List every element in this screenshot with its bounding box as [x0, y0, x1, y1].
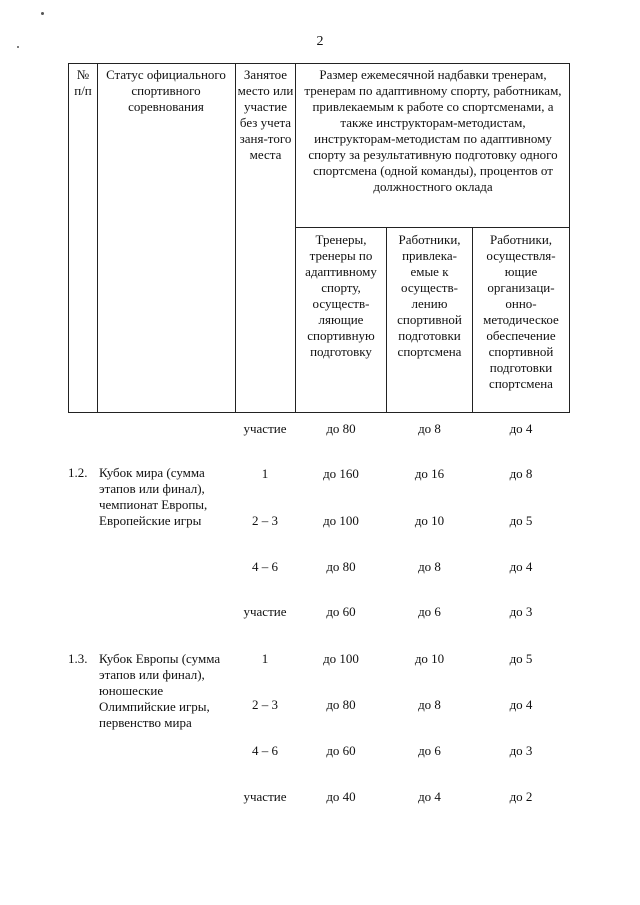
section-title: Кубок Европы (сумма этапов или финал), юношеские Олимпийские игры, первенство мира — [99, 651, 221, 730]
scan-speck — [41, 12, 44, 15]
col-divider-5 — [472, 227, 473, 413]
col-divider-1 — [97, 63, 98, 413]
value-workers: до 10 — [414, 513, 445, 528]
value-method-workers: до 4 — [509, 697, 533, 712]
place-cell: участие — [243, 421, 287, 436]
value-method-workers: до 3 — [509, 743, 533, 758]
header-col-place: Занятое место или участие без учета заня-того места — [237, 67, 294, 162]
value-trainers: до 40 — [326, 789, 356, 804]
value-method-workers: до 5 — [509, 513, 533, 528]
table-border-left — [68, 63, 69, 413]
value-trainers: до 60 — [326, 604, 356, 619]
value-workers: до 6 — [418, 604, 441, 619]
value-workers: до 8 — [418, 421, 441, 436]
header-sub-workers: Работники, привлека-емые к осуществ-лению спортивной подготовки спортсмена — [397, 232, 462, 359]
table-border-right — [569, 63, 570, 413]
section-title: Кубок мира (сумма этапов или финал), чемпионат Европы, Европейские игры — [99, 465, 208, 528]
scan-speck — [17, 46, 19, 48]
table-border-bottom — [68, 412, 570, 413]
value-workers: до 10 — [414, 651, 445, 666]
value-workers: до 4 — [418, 789, 441, 804]
place-cell: 4 – 6 — [252, 743, 278, 758]
value-trainers: до 80 — [326, 421, 356, 436]
value-trainers: до 100 — [323, 513, 359, 528]
place-cell: 1 — [261, 466, 269, 481]
value-trainers: до 80 — [326, 697, 356, 712]
section-number: 1.2. — [68, 465, 88, 480]
value-method-workers: до 5 — [509, 651, 533, 666]
place-cell: 4 – 6 — [252, 559, 278, 574]
place-cell: участие — [243, 789, 287, 804]
col-divider-3 — [295, 63, 296, 413]
header-sub-method-workers: Работники, осуществля-ющие организаци-онно-методическое обеспечение спортивной подготовки спортсмена — [483, 232, 559, 391]
value-workers: до 16 — [414, 466, 445, 481]
value-method-workers: до 4 — [509, 421, 533, 436]
value-trainers: до 160 — [323, 466, 359, 481]
subheader-divider — [295, 227, 570, 228]
place-cell: участие — [243, 604, 287, 619]
value-trainers: до 60 — [326, 743, 356, 758]
value-method-workers: до 4 — [509, 559, 533, 574]
value-method-workers: до 3 — [509, 604, 533, 619]
page-number: 2 — [316, 34, 324, 49]
value-workers: до 6 — [418, 743, 441, 758]
table-border-top — [68, 63, 570, 64]
place-cell: 2 – 3 — [252, 513, 278, 528]
header-col-bonus-size: Размер ежемесячной надбавки тренерам, тренерам по адаптивному спорту, работникам, привлекаемым к работе со спортсменами, а также инструкторам-методистам, инструкторам-методистам по адаптивному спорту за результативную подготовку одного спортсмена (одной команды), процентов от должностного оклада — [304, 67, 562, 194]
header-col-status: Статус официального спортивного соревнования — [106, 67, 226, 114]
section-number: 1.3. — [68, 651, 88, 666]
value-method-workers: до 8 — [509, 466, 533, 481]
place-cell: 1 — [261, 651, 269, 666]
value-workers: до 8 — [418, 697, 441, 712]
col-divider-2 — [235, 63, 236, 413]
value-trainers: до 100 — [323, 651, 359, 666]
value-workers: до 8 — [418, 559, 441, 574]
place-cell: 2 – 3 — [252, 697, 278, 712]
value-trainers: до 80 — [326, 559, 356, 574]
header-col-number: № п/п — [74, 67, 92, 98]
header-sub-trainers: Тренеры, тренеры по адаптивному спорту, осуществ-ляющие спортивную подготовку — [305, 232, 377, 359]
value-method-workers: до 2 — [509, 789, 533, 804]
col-divider-4 — [386, 227, 387, 413]
